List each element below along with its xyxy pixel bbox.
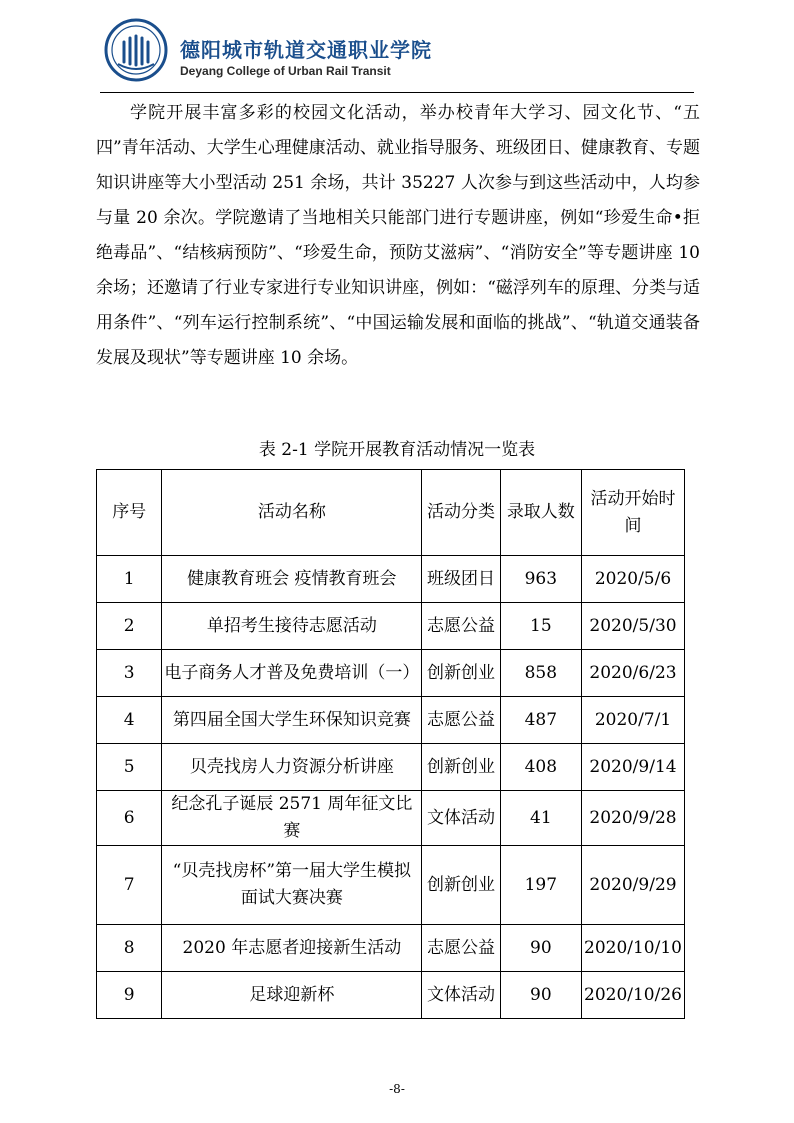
table-row <box>97 603 685 650</box>
table-row <box>97 556 685 603</box>
cell-name: “贝壳找房杯”第一届大学生模拟面试大赛决赛 <box>162 846 422 925</box>
activities-table <box>96 469 685 1019</box>
cell-index: 1 <box>97 556 162 603</box>
cell-name: 纪念孔子诞辰 2571 周年征文比赛 <box>162 791 422 846</box>
cell-count: 41 <box>500 791 581 846</box>
cell-count: 90 <box>500 925 581 972</box>
table-row <box>97 744 685 791</box>
cell-date: 2020/9/28 <box>581 791 684 846</box>
cell-count: 858 <box>500 650 581 697</box>
cell-date: 2020/7/1 <box>581 697 684 744</box>
page-header <box>100 14 694 93</box>
college-logo-icon <box>104 18 168 82</box>
header-cell-count: 录取人数 <box>500 470 581 556</box>
cell-date: 2020/5/30 <box>581 603 684 650</box>
cell-date: 2020/9/14 <box>581 744 684 791</box>
cell-date: 2020/10/10 <box>581 925 684 972</box>
table-header-row <box>97 470 685 556</box>
cell-index: 4 <box>97 697 162 744</box>
school-name-cn: 德阳城市轨道交通职业学院 <box>180 38 432 62</box>
cell-name: 贝壳找房人力资源分析讲座 <box>162 744 422 791</box>
cell-count: 408 <box>500 744 581 791</box>
page-number: -8- <box>389 1082 405 1096</box>
cell-date: 2020/6/23 <box>581 650 684 697</box>
cell-name: 足球迎新杯 <box>162 972 422 1019</box>
header-cell-name: 活动名称 <box>162 470 422 556</box>
cell-category: 志愿公益 <box>422 697 500 744</box>
table-row <box>97 791 685 846</box>
cell-name: 2020 年志愿者迎接新生活动 <box>162 925 422 972</box>
table-row <box>97 972 685 1019</box>
cell-index: 5 <box>97 744 162 791</box>
cell-index: 7 <box>97 846 162 925</box>
table-row <box>97 650 685 697</box>
cell-index: 9 <box>97 972 162 1019</box>
cell-name: 第四届全国大学生环保知识竞赛 <box>162 697 422 744</box>
cell-name: 电子商务人才普及免费培训（一） <box>162 650 422 697</box>
cell-category: 志愿公益 <box>422 603 500 650</box>
cell-name: 健康教育班会 疫情教育班会 <box>162 556 422 603</box>
cell-category: 创新创业 <box>422 846 500 925</box>
cell-count: 15 <box>500 603 581 650</box>
cell-name: 单招考生接待志愿活动 <box>162 603 422 650</box>
cell-index: 2 <box>97 603 162 650</box>
cell-count: 963 <box>500 556 581 603</box>
cell-category: 创新创业 <box>422 744 500 791</box>
table-row <box>97 925 685 972</box>
header-cell-category: 活动分类 <box>422 470 500 556</box>
cell-index: 8 <box>97 925 162 972</box>
cell-date: 2020/10/26 <box>581 972 684 1019</box>
cell-category: 文体活动 <box>422 791 500 846</box>
body-paragraph: 学院开展丰富多彩的校园文化活动，举办校青年大学习、园文化节、“五四”青年活动、大学生心理健康活动、就业指导服务、班级团日、健康教育、专题知识讲座等大小型活动 251 余场，共计 35227 人次参与到这些活动中，人均参与量 20 余次。学院邀请了当地相关只能部门进行专题讲座，例如“珍爱生命•拒绝毒品”、“结核病预防”、“珍爱生命，预防艾滋病”、“消防安全”等专题讲座 10 余场；还邀请了行业专家进行专业知识讲座，例如：“磁浮列车的原理、分类与适用条件”、“列车运行控制系统”、“中国运输发展和面临的挑战”、“轨道交通装备发展及现状”等专题讲座 10 余场。 <box>96 103 700 368</box>
cell-category: 班级团日 <box>422 556 500 603</box>
table-row <box>97 846 685 925</box>
school-name-en: Deyang College of Urban Rail Transit <box>180 64 391 78</box>
table-row <box>97 697 685 744</box>
cell-count: 487 <box>500 697 581 744</box>
cell-count: 197 <box>500 846 581 925</box>
cell-index: 3 <box>97 650 162 697</box>
cell-date: 2020/5/6 <box>581 556 684 603</box>
cell-category: 志愿公益 <box>422 925 500 972</box>
cell-category: 创新创业 <box>422 650 500 697</box>
header-cell-start-date: 活动开始时间 <box>581 470 684 556</box>
header-cell-index: 序号 <box>97 470 162 556</box>
cell-category: 文体活动 <box>422 972 500 1019</box>
cell-index: 6 <box>97 791 162 846</box>
cell-date: 2020/9/29 <box>581 846 684 925</box>
cell-count: 90 <box>500 972 581 1019</box>
table-caption: 表 2-1 学院开展教育活动情况一览表 <box>258 440 536 460</box>
